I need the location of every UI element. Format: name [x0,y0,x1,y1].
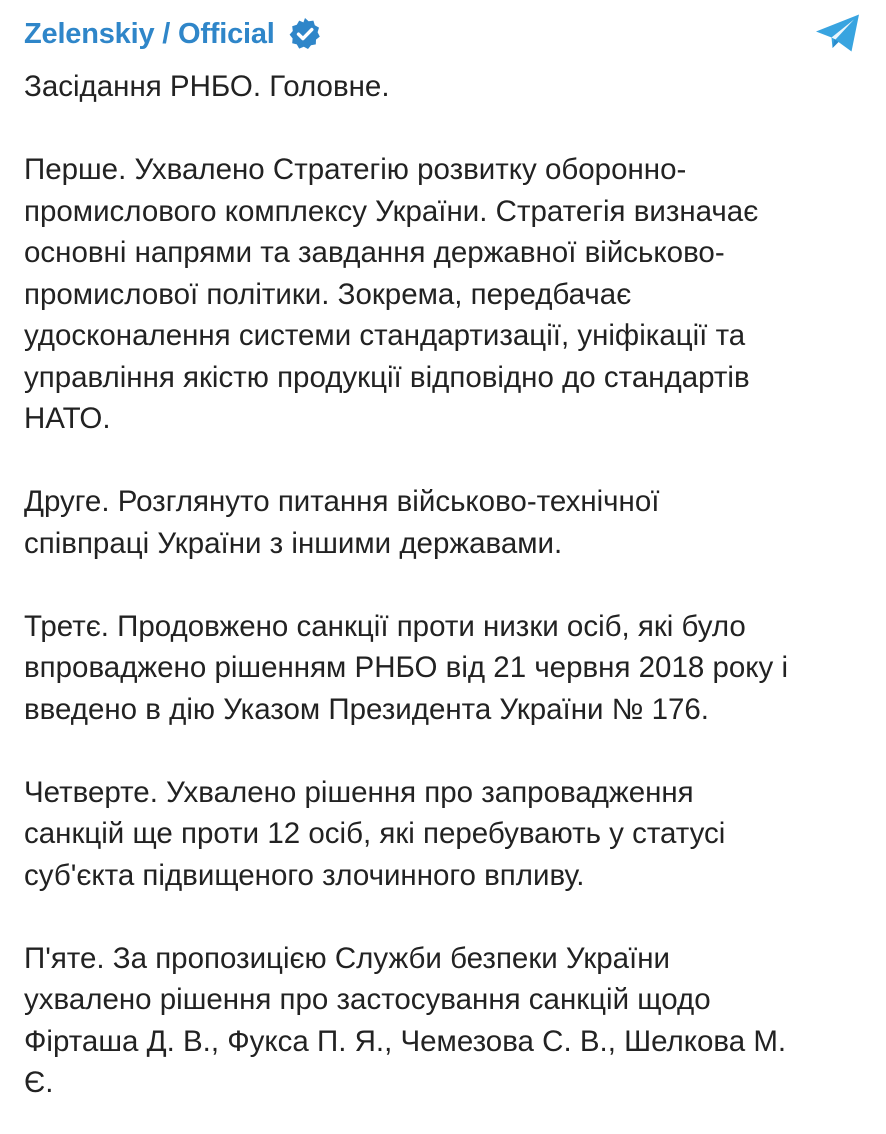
message-paragraph: Друге. Розглянуто питання військово-технічної співпраці України з іншими державами. [24,485,660,560]
message-paragraph: Перше. Ухвалено Стратегію розвитку оборонно- промислового комплексу України. Стратегія визначає основні напрями та завдання державної військово- промислової політики. Зокрема, передбачає удосконалення системи стандартизації, уніфікації та управління якістю продукції відповідно до стандартів НАТО. [24,153,759,435]
telegram-icon[interactable] [814,12,862,54]
message-paragraph: Засідання РНБО. Головне. [24,70,390,103]
message-paragraph: Четверте. Ухвалено рішення про запровадження санкцій ще проти 12 осіб, які перебувають у статусі суб'єкта підвищеного злочинного впливу. [24,775,726,892]
message-paragraph: П'яте. За пропозицією Служби безпеки України ухвалено рішення про застосування санкцій щодо Фірташа Д. В., Фукса П. Я., Чемезова С. В., Шелкова М. Є. [24,941,787,1099]
message-paragraph: Третє. Продовжено санкції проти низки осіб, які було впроваджено рішенням РНБО від 21 червня 2018 року і введено в дію Указом Президента України № 176. [24,609,789,726]
verified-badge-icon [287,16,323,52]
channel-name-link[interactable]: Zelenskiy / Official [24,17,275,50]
post-header [24,12,323,56]
message-body [24,66,866,1104]
